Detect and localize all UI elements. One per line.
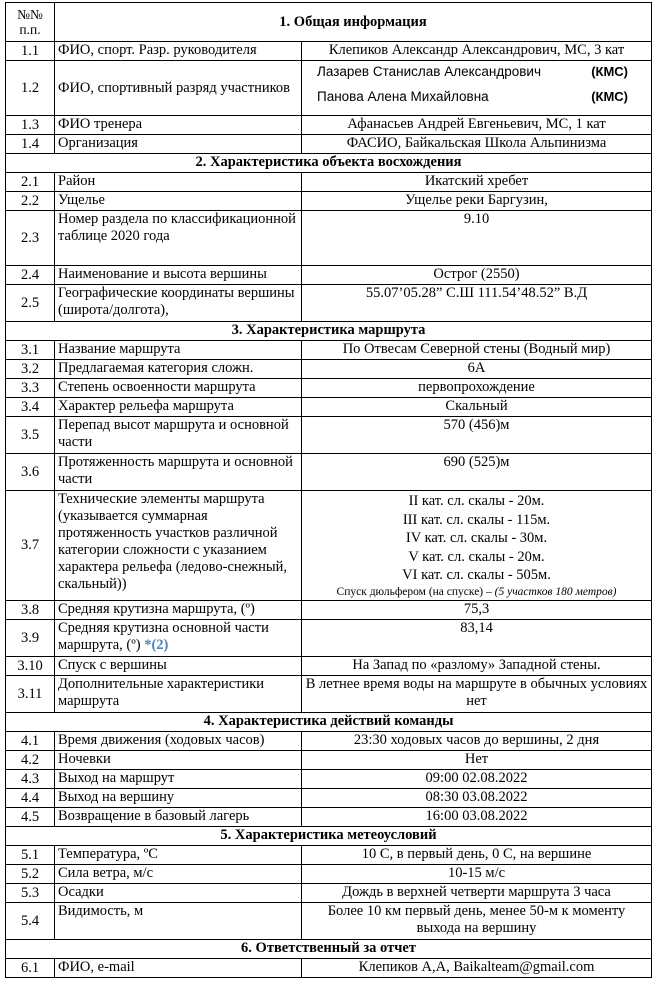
row-number: 1.1 xyxy=(6,42,55,61)
row-label: Название маршрута xyxy=(55,341,302,360)
row-value: ФАСИО, Байкальская Школа Альпинизма xyxy=(302,135,652,154)
technical-element: III кат. сл. скалы - 115м. xyxy=(402,511,551,528)
table-row xyxy=(6,116,652,135)
section-header-6 xyxy=(6,940,652,959)
table-row xyxy=(6,808,652,827)
row-value: 9.10 xyxy=(302,211,652,266)
row-number: 2.4 xyxy=(6,266,55,285)
row-label: Выход на маршрут xyxy=(55,770,302,789)
row-label: Предлагаемая категория сложн. xyxy=(55,360,302,379)
row-value: первопрохождение xyxy=(302,379,652,398)
table-row xyxy=(6,959,652,978)
table-row xyxy=(6,454,652,491)
row-value: 16:00 03.08.2022 xyxy=(302,808,652,827)
section-title-3: 3. Характеристика маршрута xyxy=(6,322,652,341)
row-number: 3.9 xyxy=(6,620,55,657)
participant-name: Панова Алена Михайловна xyxy=(317,89,489,104)
section-header-1 xyxy=(6,3,652,42)
row-label: Температура, ºС xyxy=(55,846,302,865)
table-row xyxy=(6,211,652,266)
row-number: 3.7 xyxy=(6,491,55,601)
row-number: 4.5 xyxy=(6,808,55,827)
row-value: 6А xyxy=(302,360,652,379)
row-number: 1.4 xyxy=(6,135,55,154)
table-row xyxy=(6,601,652,620)
row-value: Острог (2550) xyxy=(302,266,652,285)
row-label: Дополнительные характеристики маршрута xyxy=(55,676,302,713)
technical-element: V кат. сл. скалы - 20м. xyxy=(408,548,545,565)
table-row xyxy=(6,620,652,657)
participants-cell xyxy=(302,61,652,116)
row-number: 3.1 xyxy=(6,341,55,360)
row-value: Клепиков Александр Александрович, МС, 3 кат xyxy=(302,42,652,61)
row-label: Район xyxy=(55,173,302,192)
row-label: Ночевки xyxy=(55,751,302,770)
report-table xyxy=(5,2,652,978)
section-title-1: 1. Общая информация xyxy=(55,3,652,42)
row-label: Номер раздела по классификационной таблице 2020 года xyxy=(55,211,302,266)
row-value: 08:30 03.08.2022 xyxy=(302,789,652,808)
table-row xyxy=(6,865,652,884)
row-value: Нет xyxy=(302,751,652,770)
row-value: 10 С, в первый день, 0 С, на вершине xyxy=(302,846,652,865)
footnote-marker: *(2) xyxy=(144,637,169,653)
participant-rank: (КМС) xyxy=(591,89,629,104)
table-row xyxy=(6,135,652,154)
row-label: Организация xyxy=(55,135,302,154)
table-row xyxy=(6,266,652,285)
row-value: На Запад по «разлому» Западной стены. xyxy=(302,657,652,676)
rappel-note xyxy=(305,585,648,600)
row-label: Осадки xyxy=(55,884,302,903)
rappel-note-italic: – (5 участков 180 метров) xyxy=(486,585,617,598)
section-header-2 xyxy=(6,154,652,173)
row-label: Технические элементы маршрута (указывается суммарная протяженность участков различной категории сложности с указанием характера рельефа (ледово-снежный, скальный)) xyxy=(55,491,302,601)
table-row xyxy=(6,360,652,379)
row-label: Возвращение в базовый лагерь xyxy=(55,808,302,827)
table-row xyxy=(6,732,652,751)
row-number-header: №№ п.п. xyxy=(6,3,55,42)
row-label: Степень освоенности маршрута xyxy=(55,379,302,398)
table-row xyxy=(6,491,652,601)
row-label: Спуск с вершины xyxy=(55,657,302,676)
row-value: 83,14 xyxy=(302,620,652,657)
row-label: Географические координаты вершины (широта/долгота), xyxy=(55,285,302,322)
row-label: Выход на вершину xyxy=(55,789,302,808)
row-number: 3.3 xyxy=(6,379,55,398)
table-row xyxy=(6,398,652,417)
row-number: 3.10 xyxy=(6,657,55,676)
row-label: Средняя крутизна основной части маршрута, (º) xyxy=(58,620,269,653)
section-title-2: 2. Характеристика объекта восхождения xyxy=(6,154,652,173)
section-title-6: 6. Ответственный за отчет xyxy=(6,940,652,959)
row-label: Средняя крутизна маршрута, (º) xyxy=(55,601,302,620)
table-row xyxy=(6,173,652,192)
row-number: 5.4 xyxy=(6,903,55,940)
row-number: 1.2 xyxy=(6,61,55,116)
row-number: 2.5 xyxy=(6,285,55,322)
row-value: По Отвесам Северной стены (Водный мир) xyxy=(302,341,652,360)
row-number: 3.6 xyxy=(6,454,55,491)
row-number: 2.2 xyxy=(6,192,55,211)
table-row xyxy=(6,751,652,770)
row-value: 09:00 02.08.2022 xyxy=(302,770,652,789)
technical-element: IV кат. сл. скалы - 30м. xyxy=(405,530,548,546)
row-number: 3.8 xyxy=(6,601,55,620)
row-number: 1.3 xyxy=(6,116,55,135)
row-number: 2.1 xyxy=(6,173,55,192)
row-number: 2.3 xyxy=(6,211,55,266)
technical-element: VI кат. сл. скалы - 505м. xyxy=(402,567,551,583)
table-row xyxy=(6,42,652,61)
row-label: Протяженность маршрута и основной части xyxy=(55,454,302,491)
row-value: 570 (456)м xyxy=(302,417,652,454)
row-number: 5.3 xyxy=(6,884,55,903)
section-title-4: 4. Характеристика действий команды xyxy=(6,713,652,732)
table-row xyxy=(6,846,652,865)
table-row xyxy=(6,417,652,454)
table-row xyxy=(6,676,652,713)
row-value: Клепиков А,А, Baikalteam@gmail.com xyxy=(302,959,652,978)
row-value: Афанасьев Андрей Евгеньевич, МС, 1 кат xyxy=(302,116,652,135)
row-value: 55.07’05.28” С.Ш 111.54’48.52” В.Д xyxy=(302,285,652,322)
participant-name: Лазарев Станислав Александрович xyxy=(317,64,541,79)
table-row xyxy=(6,285,652,322)
table-row xyxy=(6,770,652,789)
row-value: Скальный xyxy=(302,398,652,417)
row-number: 4.2 xyxy=(6,751,55,770)
row-value: 75,3 xyxy=(302,601,652,620)
technical-element: II кат. сл. скалы - 20м. xyxy=(408,493,545,509)
participant-rank: (КМС) xyxy=(591,64,629,79)
row-number: 3.2 xyxy=(6,360,55,379)
row-value: Ущелье реки Баргузин, xyxy=(302,192,652,211)
row-number: 4.4 xyxy=(6,789,55,808)
row-value: 23:30 ходовых часов до вершины, 2 дня xyxy=(302,732,652,751)
row-number: 3.11 xyxy=(6,676,55,713)
row-number: 5.1 xyxy=(6,846,55,865)
row-number: 3.5 xyxy=(6,417,55,454)
row-label: ФИО, e-mail xyxy=(55,959,302,978)
section-title-5: 5. Характеристика метеоусловий xyxy=(6,827,652,846)
row-label: Ущелье xyxy=(55,192,302,211)
row-number: 5.2 xyxy=(6,865,55,884)
row-value: Дождь в верхней четверти маршрута 3 часа xyxy=(302,884,652,903)
table-row xyxy=(6,884,652,903)
row-label: Характер рельефа маршрута xyxy=(55,398,302,417)
section-header-5 xyxy=(6,827,652,846)
row-label: Наименование и высота вершины xyxy=(55,266,302,285)
row-label: ФИО, спорт. Разр. руководителя xyxy=(55,42,302,61)
row-value: 690 (525)м xyxy=(302,454,652,491)
row-number: 4.3 xyxy=(6,770,55,789)
row-label-cell xyxy=(55,620,302,657)
technical-elements-cell xyxy=(302,491,652,601)
row-number: 6.1 xyxy=(6,959,55,978)
row-label: Время движения (ходовых часов) xyxy=(55,732,302,751)
row-number: 4.1 xyxy=(6,732,55,751)
table-row xyxy=(6,789,652,808)
table-row xyxy=(6,61,652,116)
section-header-4 xyxy=(6,713,652,732)
section-header-3 xyxy=(6,322,652,341)
table-row xyxy=(6,341,652,360)
row-number: 3.4 xyxy=(6,398,55,417)
table-row xyxy=(6,903,652,940)
row-value: Более 10 км первый день, менее 50-м к моменту выхода на вершину xyxy=(302,903,652,940)
table-row xyxy=(6,192,652,211)
row-label: Перепад высот маршрута и основной части xyxy=(55,417,302,454)
row-value: 10-15 м/с xyxy=(302,865,652,884)
row-value: Икатский хребет xyxy=(302,173,652,192)
table-row xyxy=(6,657,652,676)
row-value: В летнее время воды на маршруте в обычных условиях нет xyxy=(302,676,652,713)
row-label: ФИО, спортивный разряд участников xyxy=(55,61,302,116)
table-row xyxy=(6,379,652,398)
row-label: ФИО тренера xyxy=(55,116,302,135)
rappel-note-text: Спуск дюльфером (на спуске) xyxy=(336,585,484,598)
row-label: Сила ветра, м/с xyxy=(55,865,302,884)
row-label: Видимость, м xyxy=(55,903,302,940)
